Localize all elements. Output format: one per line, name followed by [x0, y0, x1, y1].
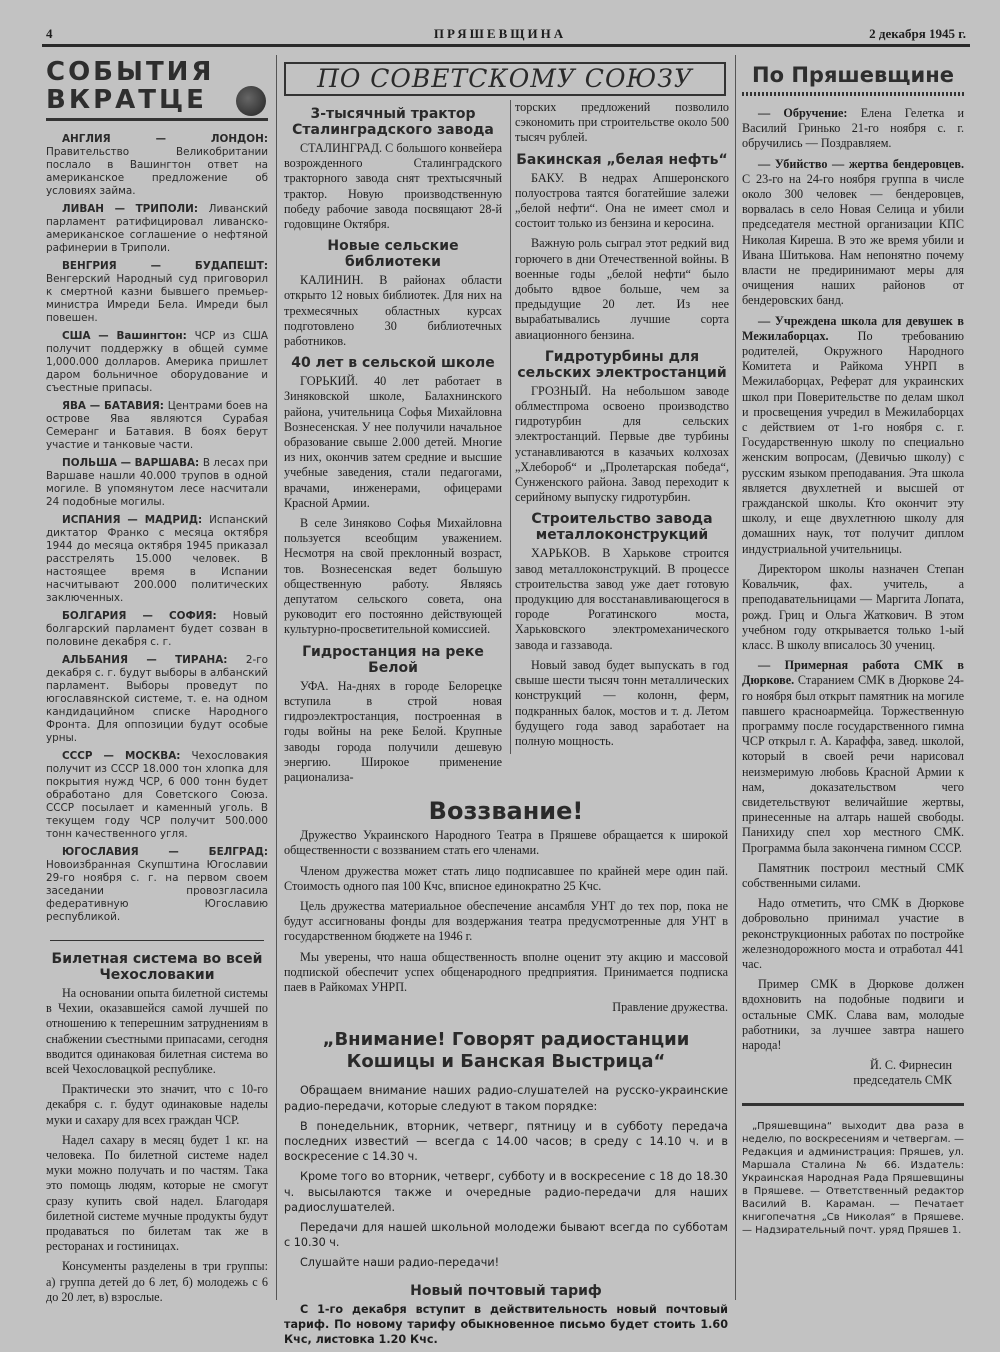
right-column — [742, 60, 964, 1237]
item-text: Пример СМК в Дюркове должен вдохновить на подобные подвиги и остальные СМК. Слава вам, молодые работники, за лучшее завтра нашего народа! — [742, 977, 964, 1052]
item-lead: ЛИВАН — ТРИПОЛИ: — [62, 203, 199, 215]
column-divider — [276, 55, 277, 1300]
item-lead: США — Вашингтон: — [62, 330, 187, 342]
item-text: Правительство Великобритании послало в Вашингтон ответ на американское предложение об условиях займа. — [46, 146, 268, 197]
item-lead: АНГЛИЯ — ЛОНДОН: — [62, 133, 268, 145]
article-paragraph: СТАЛИНГРАД. С большого конвейера возрожденного Сталинградского тракторного завода снят трехтысячный трактор. Новую производственную победу рабочие завода посвящают 28-й годовщине Октября. — [284, 141, 502, 232]
item-text: Директором школы назначен Степан Ковальчик, фах. учитель, а преподавательницами — Маргита Лопата, рожд. Гриц и Ольга Жаткович. В этом учебном году открывается только 1-ый класс. В школу вписалось 30 учениц. — [742, 561, 964, 652]
article-paragraph: Консументы разделены в три группы: а) группа детей до 6 лет, б) молодежь с 6 до 20 лет, в) взрослые. — [46, 1259, 268, 1304]
news-article — [284, 106, 502, 232]
article-title: Гидростанция на реке Белой — [302, 643, 484, 676]
article-paragraph: Важную роль сыграл этот редкий вид горючего в дни Отечественной войны. В военные годы „белой нефти“ было добыто вдвое больше, чем за предыдущие 20 лет. Из нее вырабатывались лучшие сорта авиационного бензина. — [515, 236, 729, 342]
news-brief-item — [46, 846, 268, 924]
middle-area — [284, 62, 728, 1352]
local-news-item — [742, 977, 964, 1053]
article-title: Бакинская „белая нефть“ — [516, 151, 728, 168]
appeal-paragraph: Цель дружества материальное обеспечение ансамбля УНТ до тех пор, пока не будут ассигнованы фонды для воздержания театра предусмотренные для УНТ в государственном бюджете на 1946 г. — [284, 898, 728, 944]
item-lead: — Примерная работа СМК в Дюркове. — [742, 658, 964, 688]
news-brief-item — [46, 133, 268, 198]
section-rule — [50, 940, 264, 941]
page-number: 4 — [46, 26, 53, 41]
item-text: По требованию родителей, Окружного Народного Комитета и Райкома УНРП в Межилаборцах, Реферат для украинских школ при Поверительстве по делам школ и просвещения учредил в Межилаборцах с действием от 1-го ноября с. г. Государственную школу по специально женским вопросам, (Девичью школу) с русским языком преподавания. Эта школа является двухлетней и высшей от гражданской школы. Кто окончит эту школу, и еще двухлетнюю школу для домашних наук, тот получит диплом индустриальной учительницы. — [742, 328, 964, 556]
radio-paragraph: Кроме того во вторник, четверг, субботу и в воскресение с 18 до 18.30 ч. высылаются также и очередные радио-передачи для наших радиослушателей. — [284, 1170, 728, 1214]
appeal-paragraph: Мы уверены, что наша общественность вполне оценит эту акцию и массовой подпиской обеспечит успех общенародного предприятия. Принимается подписка паев в Райкомах УНРП. — [284, 949, 728, 994]
globe-icon — [236, 86, 266, 116]
item-lead: АЛЬБАНИЯ — ТИРАНА: — [62, 654, 228, 666]
postal-title: Новый почтовый тариф — [410, 1282, 602, 1299]
news-brief-item — [46, 400, 268, 452]
article-title: 3-тысячный трактор Сталинградского завода — [292, 106, 494, 138]
title-line: ВКРАТЦЕ — [46, 85, 207, 115]
news-article — [284, 355, 502, 637]
local-news-section — [742, 60, 964, 1089]
item-text: С 23-го на 24-го ноября группа в числе около 300 человек — бендеровцев, ворвалась в село Новая Селица и убили председателя местной организации КПС Николая Киреша. В это же время убили и Ивана Шитькова. Нам непонятно почему власти не предиринимают меры для очищения наших районов от бендеровских банд. — [742, 171, 964, 308]
item-lead: ЯВА — БАТАВИЯ: — [62, 400, 164, 412]
article-paragraph: Практически это значит, что с 10-го декабря с. г. будут одинаковые наделы муки и сахару для всех граждан ЧСР. — [46, 1082, 268, 1127]
item-lead: ВЕНГРИЯ — БУДАПЕШТ: — [62, 260, 268, 272]
article-paragraph: Новый завод будет выпускать в год свыше шести тысяч тонн металлических конструкций — колонн, ферм, подкранных балок, мостов и т. д. Летом будущего года завод заработает на полную мощность. — [515, 657, 729, 748]
article-title: Новые сельские библиотеки — [327, 238, 459, 271]
imprint-rule — [742, 1103, 964, 1106]
postal-paragraph: С 1-го декабря вступит в действительность новый почтовый тариф. По новому тарифу обыкновенное письмо будет стоить 1.60 Кчс, листовка 1.20 Кчс. — [284, 1302, 728, 1346]
item-text: Елена Гелетка и Василий Гринько 21-го ноября с. г. обручились — Поздравляем. — [742, 106, 964, 151]
appeal-article — [284, 796, 728, 1347]
local-news-item — [742, 861, 964, 891]
news-article — [515, 511, 729, 749]
article-paragraph: ГОРЬКИЙ. 40 лет работает в Зиняковской школе, Балахнинского района, учительница Софья Михайловна Вознесенская. У нее получили начальное образование свыше 2.000 детей. Многие из них, окончив затем средние и высшие учебные заведения, стали педагогами, врачами, инженерами, офицерами Красной Армии. — [284, 374, 502, 510]
item-text: 2-го декабря с. г. будут выборы в албанский парламент. Выборы проведут по югославянской системе, т. е. на одном кандидацийном списке Народного Фронта. Для оппозиции будут особые урны. — [46, 654, 269, 744]
issue-date: 2 декабря 1945 г. — [869, 26, 966, 41]
article-title: Гидротурбины для сельских электростанций — [517, 348, 727, 381]
column-divider — [735, 55, 736, 1300]
article-paragraph: В селе Зиняково Софья Михайловна пользуется всеобщим уважением. Несмотря на свой преклонный возраст, тов. Вознесенская ведет большую общественную работу. Являясь депутатом сельского совета, она руководит его постоянно действующей культурно-просветительной комиссией. — [284, 516, 502, 637]
article-paragraph: Надел сахару в месяц будет 1 кг. на человека. По билетной системе надел муки можно получать и по частям. Така это помощь людям, которые не смогут сразу купить свой надел. Благодаря билетной системе мучные продукты будут продаваться по билетам так же в ресторанах и гостиницах. — [46, 1132, 268, 1254]
radio-paragraph: В понедельник, вторник, четверг, пятницу и в субботу передача последних известий — всегда с 14.00 часов; в среду с 14.10 ч. и в воскресение с 14.30 ч. — [284, 1119, 728, 1164]
local-news-item — [742, 658, 964, 856]
article-paragraph: ХАРЬКОВ. В Харькове строится завод металлоконструкций. В процессе строительства завод уже дает готовую продукцию для восстанавливающегося в городе Рогатинского моста, Харьковского электромеханического завода и газзавода. — [515, 546, 729, 652]
item-text: Памятник построил местный СМК собственными силами. — [742, 860, 964, 890]
article-paragraph: БАКУ. В недрах Апшеронского полуострова таятся богатейшие залежи „белой нефти“. Она не имеет смол и состоит только из бензина и керосина. — [515, 170, 729, 231]
news-article — [284, 644, 502, 785]
title-line: СОБЫТИЯ — [46, 57, 215, 87]
radio-title: „Внимание! Говорят радиостанции Кошицы и Банская Выстрица“ — [322, 1029, 690, 1073]
header-rule — [42, 44, 970, 47]
soviet-section-banner: ПО СОВЕТСКОМУ СОЮЗУ — [284, 62, 726, 96]
left-column — [46, 58, 268, 1310]
news-brief-item — [46, 654, 268, 745]
news-brief-item — [46, 203, 268, 255]
imprint-text: „Пряшевщина“ выходит два раза в неделю, по воскресениям и четвергам. — Редакция и администрация: Пряшев, ул. Маршала Сталина № 66. Издатель: Украинская Народная Рада Пряшевщины в Пряшеве. — Ответственный редактор Василий В. Караман. — Печатает книгопечатня „Св Николая“ в Пряшеве. — Надзирательный почт. уряд Пряшев 1. — [742, 1120, 964, 1236]
radio-paragraph: Обращаем внимание наших радио-слушателей на русско-украинские радио-передачи, которые следуют в таком порядке: — [284, 1084, 728, 1113]
item-text: Венгерский Народный суд приговорил к смертной казни бывшего премьер-министра Имреди Бела. Имреди был повешен. — [46, 273, 268, 324]
section-rule — [46, 118, 268, 121]
item-lead: ЮГОСЛАВИЯ — БЕЛГРАД: — [62, 846, 268, 858]
news-article — [515, 349, 729, 506]
news-brief-item — [46, 750, 268, 841]
item-text: Надо отметить, что СМК в Дюркове добровольно принимал участие в реконструкционных работах по постройке железнодорожного моста и отработал 441 час. — [742, 896, 964, 971]
news-article — [284, 238, 502, 349]
signature-name: Й. С. Фирнесин — [869, 1058, 952, 1073]
news-brief-item — [46, 330, 268, 395]
local-news-item — [742, 896, 964, 972]
article-continuation: торских предложений позволило сэкономить при строительстве около 500 тысяч рублей. — [515, 100, 729, 145]
news-article — [515, 152, 729, 343]
soviet-column-b — [510, 100, 729, 754]
newspaper-name: ПРЯШЕВЩИНА — [433, 26, 567, 41]
section-rule — [742, 92, 964, 96]
item-lead: — Обручение: — [758, 106, 848, 120]
local-news-item — [742, 157, 964, 309]
item-lead: СССР — МОСКВА: — [62, 750, 181, 762]
local-news-item — [742, 562, 964, 653]
appeal-signature: Правление дружества. — [612, 1000, 728, 1015]
item-lead: БОЛГАРИЯ — СОФИЯ: — [62, 610, 217, 622]
item-text: Новый болгарский парламент будет созван в половине декабря с. г. — [46, 610, 268, 648]
news-brief-item — [46, 260, 268, 325]
article-title: 40 лет в сельской школе — [291, 355, 495, 372]
radio-paragraph: Слушайте наши радио-передачи! — [300, 1256, 500, 1270]
news-brief-item — [46, 610, 268, 649]
appeal-paragraph: Членом дружества может стать лицо подписавшее по крайней мере один пай. Стоимость одного пая 100 Кчс, вписное единократно 25 Кчс. — [284, 863, 728, 893]
local-news-title: По Пряшевщине — [752, 63, 954, 87]
item-lead: — Убийство — жертва бендеровцев. — [758, 156, 964, 171]
news-brief-item — [46, 514, 268, 605]
article-title: Строительство завода металлоконструкций — [531, 511, 713, 544]
item-text: ЧСР из США получит поддержку в общей сумме 1,000.000 долларов. Америка пришлет даром больничное оборудование и съестные припасы. — [46, 330, 268, 394]
local-news-item — [742, 106, 964, 152]
radio-paragraph: Передачи для нашей школьной молодежи бывают всегда по субботам с 10.30 ч. — [284, 1220, 728, 1250]
ticket-article — [46, 951, 268, 1305]
article-paragraph: На основании опыта билетной системы в Чехии, оказавшейся самой лучшей по отношению к теперешним затруднениям в снабжении съестными припасами, сегодня вводится одинаковая билетная система во всей Чехословацкой республике. — [46, 986, 268, 1077]
article-title: Билетная система во всей Чехословакии — [51, 951, 263, 983]
article-paragraph: УФА. На-днях в городе Белорецке вступила в строй новая гидроэлектростанция, построенная в годы войны на реке Белой. Крупные заводы города получили дешевую энергию. Широкое применение рационализа- — [284, 678, 502, 784]
item-text: Центрами боев на острове Ява являются Сурабая Семеранг и Батавия. В боях берут участие и танковые части. — [46, 400, 268, 451]
item-text: В лесах при Варшаве нашли 40.000 трупов в одной могиле. В упомянутом лесе насчитали 24 подобные могилы. — [46, 457, 268, 508]
item-text: Чехословакия получит из СССР 18.000 тон хлопка для покрытия нужд ЧСР, 6 000 тонн будет обработано для Советского Союза. СССР посылает и каменный уголь. В текущем году ЧСР получит 500.000 тонн качественного угля. — [46, 750, 268, 840]
news-brief-title — [46, 58, 268, 114]
article-paragraph: ГРОЗНЫЙ. На небольшом заводе облместпрома освоено производство гидротурбин для сельских электростанций. Первые две турбины устанавливаются в казачьих колхозах „Хлебороб“ и „Пролетарская победа“, Сунженского района. Завод переходит к серийному выпуску гидротурбин. — [515, 383, 729, 505]
soviet-column-a — [284, 100, 502, 790]
item-text: Старанием СМК в Дюркове 24-го ноября был открыт памятник на могиле павшего красноармейца. Торжественную программу после государственного гимна ЧСР открыл г. А. Караффа, завед. школой, который в своей речи нарисовал неизмеримую любовь Красной Армии к нам, доказательством чего свидетельствуют величайшие жертвы, принесенные на алтарь нашей свободы. Панихиду спел хор местного СМК. Программа была закончена гимном СССР. — [742, 673, 964, 855]
news-brief-item — [46, 457, 268, 509]
appeal-paragraph: Дружество Украинского Народного Театра в Пряшеве обращается к широкой общественности с воззванием стать его членами. — [284, 828, 728, 858]
item-text: Испанский диктатор Франко с месяца октября 1944 до месяца октября 1945 приказал расстрелять 15.000 человек. В настоящее время в Испании насчитывают 200.000 политических заключенных. — [46, 514, 268, 604]
imprint — [742, 1120, 964, 1237]
soviet-columns — [284, 100, 728, 790]
article-paragraph: КАЛИНИН. В районах области открыто 12 новых библиотек. Для них на трехмесячных областных курсах подготовлено 30 библиотечных работников. — [284, 273, 502, 349]
item-text: Ливанский парламент ратифицировал ливанско-американское соглашение о нефтяной рафинерии в Триполи. — [46, 203, 268, 254]
item-lead: ПОЛЬША — ВАРШАВА: — [62, 457, 200, 469]
signature-role: председатель СМК — [853, 1073, 952, 1088]
news-brief-section — [46, 58, 268, 924]
item-lead: ИСПАНИЯ — МАДРИД: — [62, 514, 203, 526]
local-news-item — [742, 314, 964, 557]
item-lead: — Учреждена школа для девушек в Межилаборцах. — [742, 313, 964, 343]
item-text: Новоизбранная Скупштина Югославии 29-го ноября с. г. на первом своем заседании провозгласила федеративную Югославию республикой. — [46, 859, 268, 923]
appeal-title: Воззвание! — [428, 797, 584, 826]
